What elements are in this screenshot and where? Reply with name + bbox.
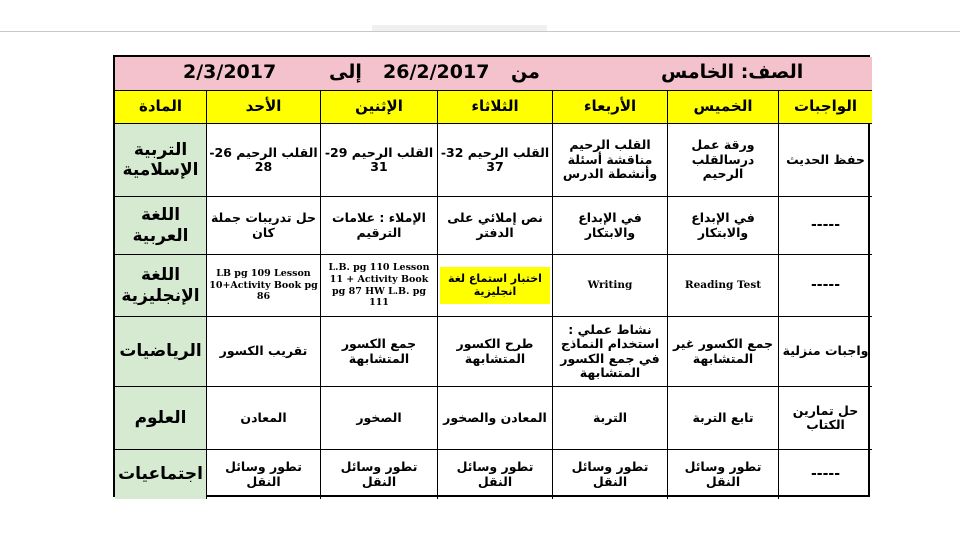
table-cell: جمع الكسور المتشابهة bbox=[321, 317, 438, 387]
table-cell: الإملاء : علامات الترقيم bbox=[321, 197, 438, 255]
date-from: 26/2/2017 bbox=[383, 61, 490, 83]
table-cell: القلب الرحيم 29-31 bbox=[321, 124, 438, 197]
top-bar bbox=[372, 25, 547, 31]
table-cell: المعادن والصخور bbox=[438, 387, 553, 450]
table-cell: تابع التربة bbox=[668, 387, 779, 450]
table-cell: في الإبداع والابتكار bbox=[553, 197, 668, 255]
table-cell: حل تمارين الكتاب bbox=[779, 387, 872, 450]
table-cell: واجبات منزلية bbox=[779, 317, 872, 387]
table-cell: القلب الرحيم 32-37 bbox=[438, 124, 553, 197]
table-cell: ----- bbox=[779, 197, 872, 255]
table-cell: Reading Test bbox=[668, 255, 779, 317]
subject-english: اللغة الإنجليزية bbox=[115, 255, 207, 317]
table-cell-highlight bbox=[438, 255, 553, 317]
table-cell: تقريب الكسور bbox=[207, 317, 321, 387]
table-cell: ورقة عمل درسالقلب الرحيم bbox=[668, 124, 779, 197]
title-row bbox=[115, 57, 872, 91]
date-to: 2/3/2017 bbox=[183, 61, 277, 83]
table-cell: حفظ الحديث bbox=[779, 124, 872, 197]
highlight-text: اختبار استماع لغة انجليزية bbox=[440, 267, 550, 304]
table-cell: تطور وسائل النقل bbox=[668, 450, 779, 499]
table-cell: في الإبداع والابتكار bbox=[668, 197, 779, 255]
top-divider bbox=[0, 31, 960, 32]
col-header-homework: الواجبات bbox=[779, 91, 872, 124]
weekly-schedule-table bbox=[113, 55, 870, 497]
table-cell: تطور وسائل النقل bbox=[207, 450, 321, 499]
subject-social: اجتماعيات bbox=[115, 450, 207, 499]
table-cell: طرح الكسور المتشابهة bbox=[438, 317, 553, 387]
col-header-monday: الإثنين bbox=[321, 91, 438, 124]
col-header-sunday: الأحد bbox=[207, 91, 321, 124]
col-header-subject: المادة bbox=[115, 91, 207, 124]
table-cell: تطور وسائل النقل bbox=[321, 450, 438, 499]
table-cell: جمع الكسور غير المتشابهة bbox=[668, 317, 779, 387]
table-cell: تطور وسائل النقل bbox=[553, 450, 668, 499]
subject-science: العلوم bbox=[115, 387, 207, 450]
table-cell: القلب الرحيم 26-28 bbox=[207, 124, 321, 197]
table-cell: المعادن bbox=[207, 387, 321, 450]
subject-islamic: التربية الإسلامية bbox=[115, 124, 207, 197]
table-cell: حل تدريبات جملة كان bbox=[207, 197, 321, 255]
table-cell: ----- bbox=[779, 255, 872, 317]
table-cell: ----- bbox=[810, 466, 841, 483]
col-header-tuesday: الثلاثاء bbox=[438, 91, 553, 124]
table-cell: الصخور bbox=[321, 387, 438, 450]
table-cell: تطور وسائل النقل bbox=[438, 450, 553, 499]
table-cell: L.B. pg 110 Lesson 11 + Activity Book pg 87 HW L.B. pg 111 bbox=[321, 255, 438, 317]
table-cell: نص إملائي على الدفتر bbox=[438, 197, 553, 255]
table-cell: القلب الرحيم مناقشة أسئلة وأنشطة الدرس bbox=[553, 124, 668, 197]
to-label: إلى bbox=[329, 61, 362, 83]
subject-arabic: اللغة العربية bbox=[115, 197, 207, 255]
grade-label: الصف: الخامس bbox=[661, 61, 804, 83]
table-cell: التربة bbox=[553, 387, 668, 450]
table-cell: LB pg 109 Lesson 10+Activity Book pg 86 bbox=[207, 255, 321, 317]
table-cell: نشاط عملي : استخدام النماذج في جمع الكسور المتشابهة bbox=[553, 317, 668, 387]
table-cell: Writing bbox=[553, 255, 668, 317]
col-header-thursday: الخميس bbox=[668, 91, 779, 124]
from-label: من bbox=[511, 61, 540, 83]
subject-math: الرياضيات bbox=[115, 317, 207, 387]
col-header-wednesday: الأربعاء bbox=[553, 91, 668, 124]
